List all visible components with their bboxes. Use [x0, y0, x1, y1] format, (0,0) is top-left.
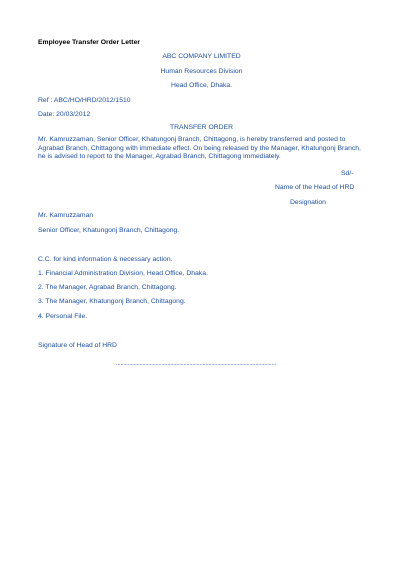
signed-mark: Sd/-	[341, 170, 354, 177]
recipient-name: Mr. Kamruzzaman	[38, 212, 94, 219]
company-name: ABC COMPANY LIMITED	[162, 53, 241, 60]
cc-item: 4. Personal File.	[38, 313, 88, 320]
letter-date: Date: 20/03/2012	[38, 111, 91, 118]
cc-item: 2. The Manager, Agrabad Branch, Chittagong.	[38, 284, 177, 291]
order-title: TRANSFER ORDER	[169, 124, 234, 131]
document-title: Employee Transfer Order Letter	[38, 39, 140, 46]
cc-item: 3. The Manager, Khatungonj Branch, Chittagong.	[38, 298, 186, 305]
reference-number: Ref : ABC/HO/HRD/2012/1510	[38, 97, 131, 104]
office-location: Head Office, Dhaka.	[170, 82, 233, 89]
recipient-position: Senior Officer, Khatungonj Branch, Chittagong.	[38, 227, 180, 234]
division-name: Human Resources Division	[160, 68, 243, 75]
body-line: Agrabad Branch, Chittagong with immediate effect. On being released by the Manager, Khatungonj Branch,	[38, 144, 361, 152]
body-line: he is advised to report to the Manager, Agrabad Branch, Chittagong immediately.	[38, 153, 281, 161]
cc-heading: C.C. for kind information & necessary action.	[38, 256, 173, 263]
signature-label: Signature of Head of HRD	[38, 342, 117, 349]
body-paragraph	[38, 136, 364, 162]
signer-name: Name of the Head of HRD	[275, 184, 355, 191]
signer-designation: Designation	[290, 199, 326, 206]
body-line: Mr. Kamruzzaman, Senior Officer, Khatungonj Branch, Chittagong, is hereby transferred and posted to	[38, 136, 346, 143]
cc-item: 1. Financial Administration Division, Head Office, Dhaka.	[38, 270, 208, 277]
signature-line: .............................................................................................................	[116, 361, 276, 367]
